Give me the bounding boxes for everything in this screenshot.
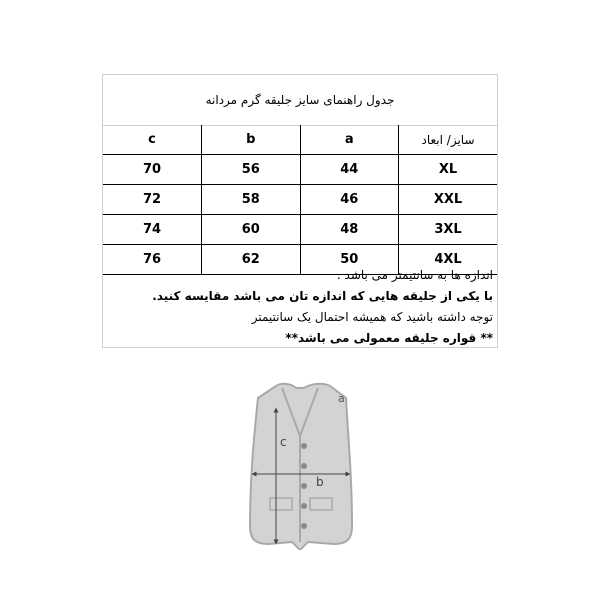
header-b: b [202,125,301,155]
note-line: با یکی از جلیقه هایی که اندازه تان می باشد مقایسه کنید. [152,289,493,303]
label-c: c [280,435,287,449]
vest-button [301,523,307,529]
vest-button [301,483,307,489]
vest-button [301,443,307,449]
cell-size: 3XL [399,215,498,245]
header-c: c [103,125,202,155]
cell-b: 62 [202,245,301,275]
vest-button [301,463,307,469]
table-row [103,215,497,245]
cell-c: 72 [103,185,202,215]
size-table [103,125,497,275]
cell-c: 76 [103,245,202,275]
cell-b: 60 [202,215,301,245]
vest-measurement-diagram [230,376,370,550]
cell-b: 56 [202,155,301,185]
header-size-dimensions: سایز/ ابعاد [399,125,498,155]
cell-size: XXL [399,185,498,215]
label-a: a [338,392,345,405]
cell-a: 44 [300,155,399,185]
cell-a: 50 [300,245,399,275]
table-header-row [103,125,497,155]
size-guide-title: جدول راهنمای سایز جلیقه گرم مردانه [103,75,497,126]
cell-size: 4XL [399,245,498,275]
size-guide-card [102,74,498,348]
table-row [103,185,497,215]
label-b: b [316,475,324,489]
cell-size: XL [399,155,498,185]
cell-c: 74 [103,215,202,245]
note-line: اندازه ها به سانتیمتر می باشد . [336,268,493,282]
note-line: ** قواره جلیقه معمولی می باشد** [285,331,493,345]
cell-b: 58 [202,185,301,215]
note-line: توجه داشته باشید که همیشه احتمال یک سانتیمتر [251,310,493,324]
cell-a: 46 [300,185,399,215]
size-notes [103,265,493,349]
cell-c: 70 [103,155,202,185]
header-a: a [300,125,399,155]
vest-button [301,503,307,509]
cell-a: 48 [300,215,399,245]
table-row [103,155,497,185]
